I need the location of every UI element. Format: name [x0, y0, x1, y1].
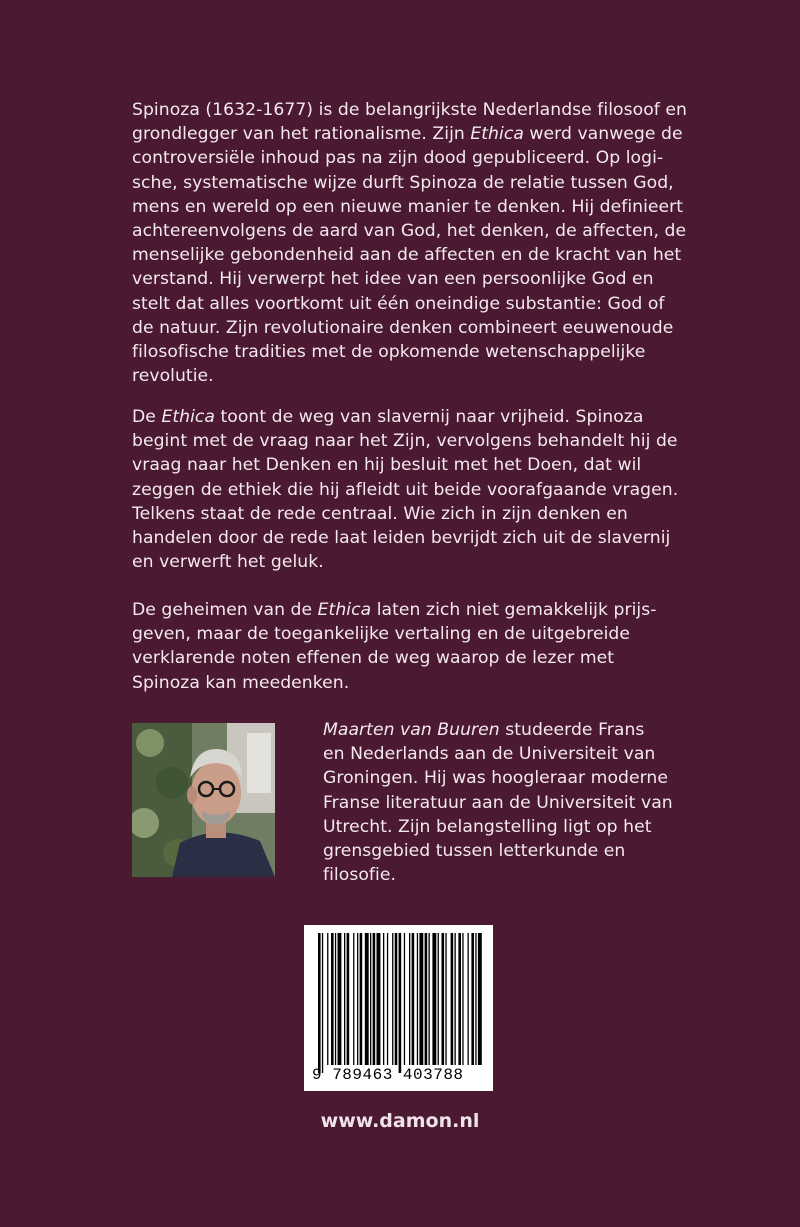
barcode-bar: [462, 933, 463, 1065]
isbn-number: 9 789463 403788: [312, 1066, 464, 1084]
text-line: [323, 791, 743, 815]
text-line: [132, 646, 692, 670]
barcode-bar: [331, 933, 334, 1065]
text-line: [323, 742, 743, 766]
barcode-bar: [404, 933, 405, 1065]
barcode-bar: [338, 933, 342, 1065]
text-segment: grondlegger van het rationalisme. Zijn: [132, 124, 471, 145]
barcode-bar: [429, 933, 430, 1065]
text-line: [132, 598, 692, 622]
text-segment: mens en wereld op een nieuwe manier te denken. Hij definieert: [132, 196, 684, 217]
text-segment: Telkens staat de rede centraal. Wie zich in zijn denken en: [132, 503, 628, 524]
text-segment: laten zich niet gemakkelijk prijs-: [371, 600, 657, 620]
barcode-bar: [335, 933, 336, 1065]
text-line: [323, 766, 743, 790]
barcode-bar: [357, 933, 358, 1065]
text-line: [132, 405, 692, 429]
barcode-bar: [395, 933, 398, 1065]
barcode-bar: [347, 933, 350, 1065]
author-bio: [323, 718, 743, 887]
barcode-bar: [370, 933, 371, 1065]
text-line: [132, 122, 692, 146]
italic-title: Ethica: [470, 124, 524, 145]
italic-title: Maarten van Buuren: [323, 720, 500, 740]
author-portrait-icon: [132, 723, 275, 877]
text-segment: en verwerft het geluk.: [132, 552, 324, 573]
description-paragraph-2: [132, 405, 692, 574]
text-line: [132, 429, 692, 453]
barcode-bar: [365, 933, 369, 1065]
barcode-bar: [373, 933, 376, 1065]
text-segment: geven, maar de toegankelijke vertaling en de uitgebreide: [132, 624, 631, 645]
text-line: [132, 340, 692, 364]
text-segment: controversiële inhoud pas na zijn dood gepubliceerd. Op logi-: [132, 148, 664, 169]
text-segment: de natuur. Zijn revolutionaire denken combineert eeuwenoude: [132, 317, 674, 338]
text-segment: Utrecht. Zijn belangstelling ligt op het: [323, 816, 652, 837]
text-segment: studeerde Frans: [499, 720, 645, 740]
text-line: [132, 364, 692, 388]
barcode-bar: [387, 933, 388, 1065]
barcode-bar: [419, 933, 423, 1065]
text-segment: Spinoza kan meedenken.: [132, 672, 350, 693]
text-segment: toont de weg van slavernij naar vrijheid. Spinoza: [215, 407, 644, 427]
barcode-bar: [327, 933, 328, 1065]
text-segment: grensgebied tussen letterkunde en: [323, 841, 626, 862]
barcode-bar: [399, 933, 402, 1073]
text-line: [132, 171, 692, 195]
barcode-bar: [344, 933, 345, 1065]
text-segment: vraag naar het Denken en hij besluit met het Doen, dat wil: [132, 455, 642, 476]
barcode-bar: [475, 933, 476, 1065]
barcode-bar: [353, 933, 354, 1065]
barcode-bar: [425, 933, 428, 1065]
barcode-bar: [417, 933, 418, 1065]
text-line: [323, 839, 743, 863]
text-segment: Spinoza (1632-1677) is de belangrijkste Nederlandse filosoof en: [132, 100, 687, 120]
barcode-bar: [468, 933, 469, 1065]
text-segment: zeggen de ethiek die hij afleidt uit beide voorafgaande vragen.: [132, 479, 679, 500]
text-line: [132, 98, 692, 122]
text-segment: verstand. Hij verwerpt het idee van een persoonlijke God en: [132, 269, 654, 290]
text-line: [132, 526, 692, 550]
text-line: [323, 718, 743, 742]
barcode-bar: [383, 933, 384, 1065]
barcode-bar: [360, 933, 363, 1065]
barcode-bar: [377, 933, 381, 1065]
barcode-bar: [432, 933, 436, 1065]
barcode-bar: [451, 933, 454, 1065]
text-line: [132, 502, 692, 526]
text-line: [132, 622, 692, 646]
text-segment: werd vanwege de: [523, 124, 683, 145]
text-segment: en Nederlands aan de Universiteit van: [323, 744, 656, 765]
barcode-bar: [445, 933, 446, 1065]
barcode-bar: [412, 933, 415, 1065]
publisher-website[interactable]: www.damon.nl: [320, 1110, 480, 1132]
text-line: [132, 453, 692, 477]
text-line: [323, 863, 743, 887]
text-segment: handelen door de rede laat leiden bevrijdt zich uit de slavernij: [132, 528, 671, 549]
description-paragraph-3: [132, 598, 692, 695]
text-line: [132, 146, 692, 170]
text-segment: revolutie.: [132, 366, 214, 387]
text-segment: menselijke gebondenheid aan de affecten en de kracht van het: [132, 245, 682, 266]
text-line: [132, 671, 692, 695]
text-line: [132, 478, 692, 502]
text-line: [132, 267, 692, 291]
barcode-bar: [318, 933, 321, 1073]
barcode-bar: [409, 933, 410, 1065]
text-line: [132, 195, 692, 219]
isbn-barcode: [304, 925, 493, 1091]
barcode-bar: [322, 933, 323, 1073]
barcode-bar: [392, 933, 393, 1065]
barcode-bar: [455, 933, 456, 1065]
text-line: [132, 243, 692, 267]
text-segment: De geheimen van de: [132, 600, 318, 620]
text-segment: filosofie.: [323, 865, 396, 886]
barcode-bar: [442, 933, 445, 1065]
barcode-bar: [438, 933, 439, 1065]
text-segment: Franse literatuur aan de Universiteit van: [323, 792, 673, 813]
text-segment: verklarende noten effenen de weg waarop de lezer met: [132, 648, 615, 669]
text-segment: achtereenvolgens de aard van God, het denken, de affecten, de: [132, 221, 687, 242]
text-line: [323, 815, 743, 839]
barcode-bar: [478, 933, 482, 1065]
text-line: [132, 316, 692, 340]
text-segment: begint met de vraag naar het Zijn, vervolgens behandelt hij de: [132, 431, 678, 452]
text-segment: stelt dat alles voortkomt uit één oneindige substantie: God of: [132, 293, 665, 314]
italic-title: Ethica: [317, 600, 372, 620]
text-segment: sche, systematische wijze durft Spinoza de relatie tussen God,: [132, 172, 674, 193]
text-segment: filosofische tradities met de opkomende wetenschappelijke: [132, 342, 646, 363]
text-segment: De: [132, 407, 162, 427]
author-photo: [132, 723, 275, 877]
text-segment: Groningen. Hij was hoogleraar moderne: [323, 768, 669, 789]
text-line: [132, 550, 692, 574]
text-line: [132, 219, 692, 243]
text-line: [132, 292, 692, 316]
italic-title: Ethica: [161, 407, 215, 427]
description-paragraph-1: [132, 98, 692, 388]
barcode-bar: [471, 933, 474, 1065]
barcode-bar: [458, 933, 461, 1065]
